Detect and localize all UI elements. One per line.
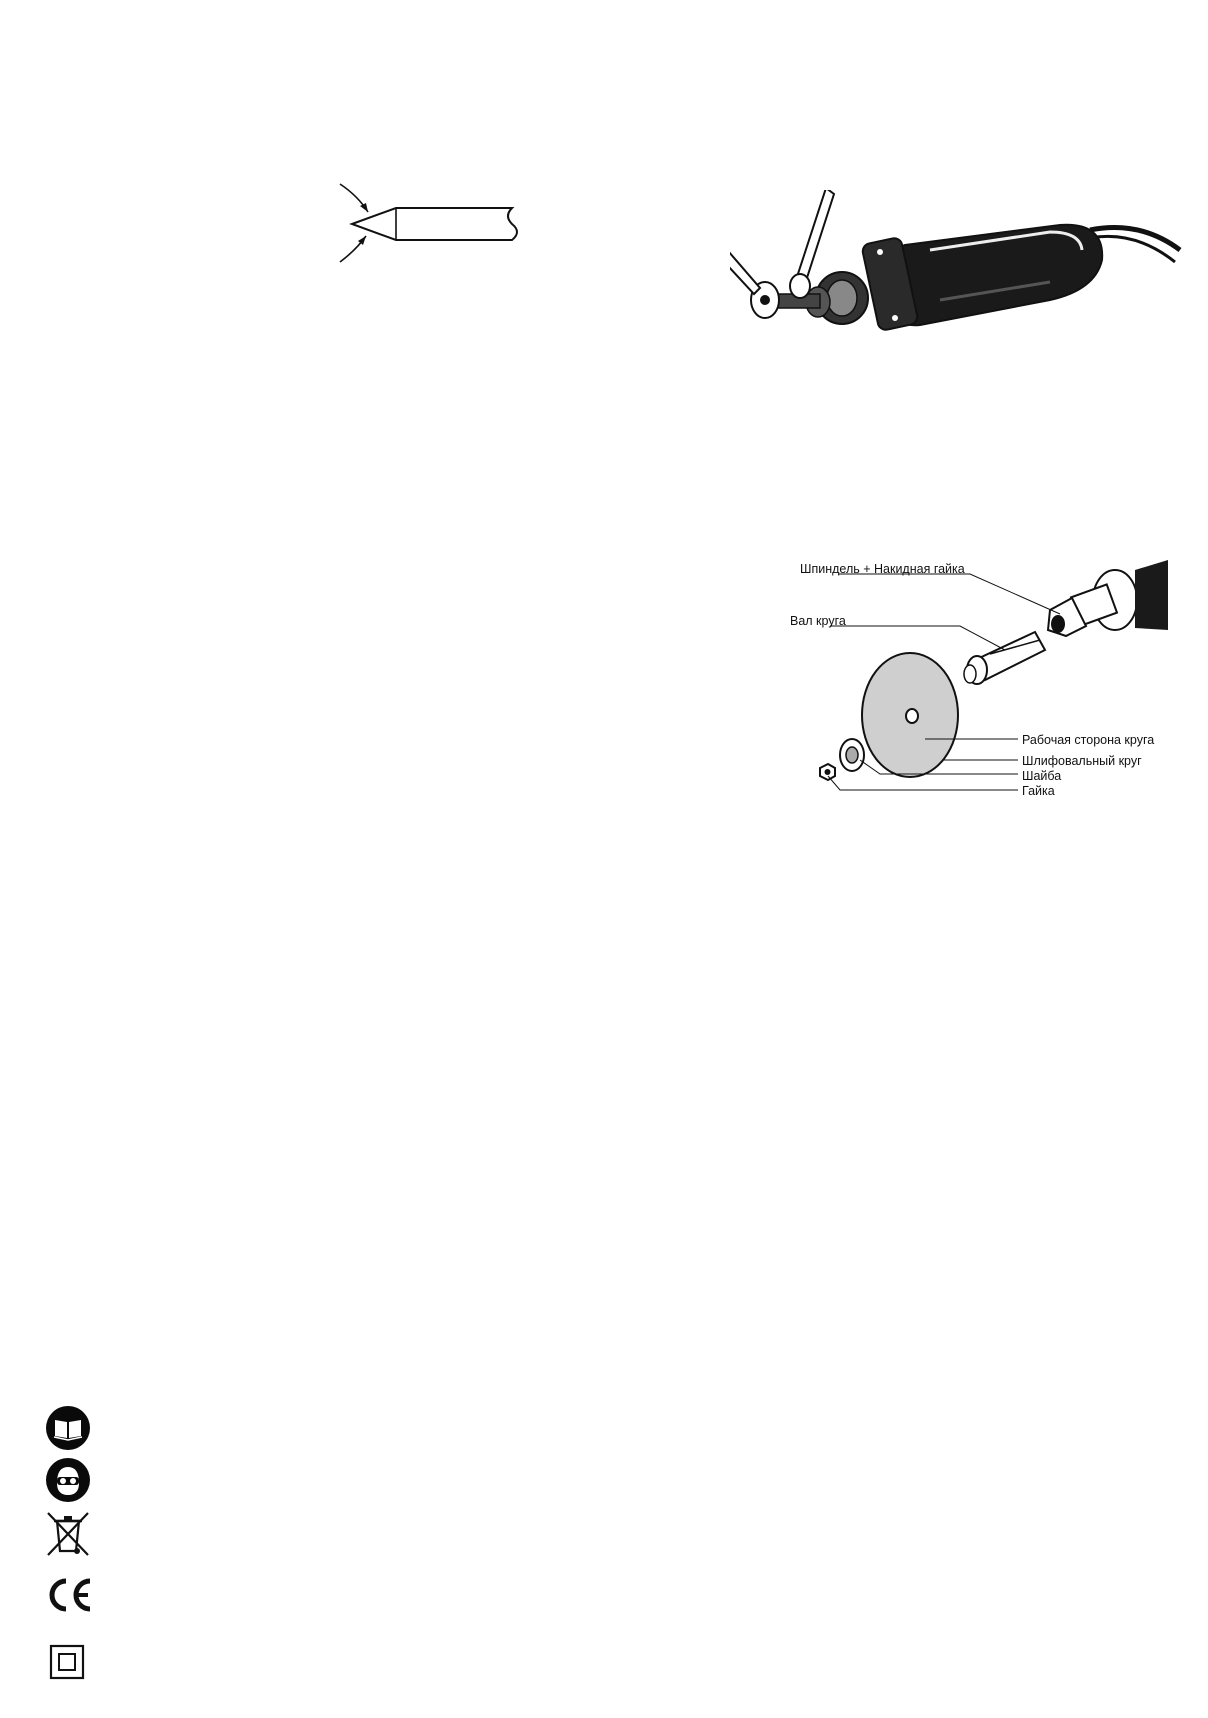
grinder-with-wrenches-figure (730, 190, 1190, 360)
class-ii-icon (48, 1643, 86, 1681)
ce-mark-icon (44, 1575, 94, 1615)
label-work-side: Рабочая сторона круга (1022, 733, 1155, 747)
label-nut: Гайка (1022, 784, 1055, 798)
symbols-column (40, 1405, 100, 1695)
label-grinding-wheel: Шлифовальный круг (1022, 754, 1142, 768)
label-wheel-shaft: Вал круга (790, 614, 846, 628)
exploded-view-figure (790, 550, 1170, 850)
label-spindle-nut: Шпиндель + Накидная гайка (800, 562, 965, 576)
read-manual-icon (45, 1405, 91, 1451)
electrode-tip-figure (330, 170, 530, 270)
weee-bin-icon (44, 1509, 92, 1559)
label-washer: Шайба (1022, 769, 1062, 783)
eye-protection-icon (45, 1457, 91, 1503)
